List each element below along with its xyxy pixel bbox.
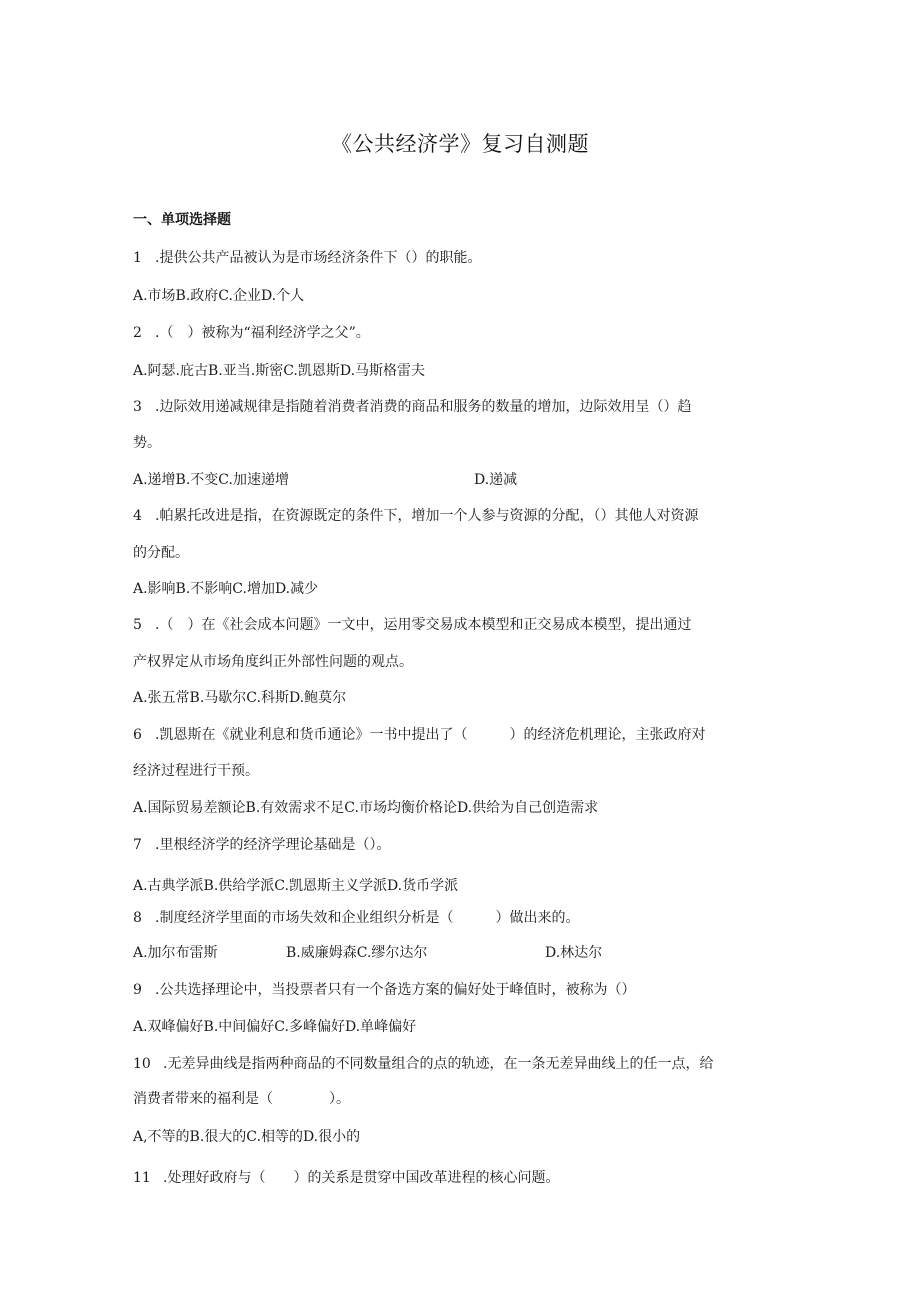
- options-a-c: A.递增B.不变C.加速递增: [133, 472, 289, 488]
- question-number: 2: [133, 325, 142, 341]
- question-8-options-b-c: B.威廉姆森C.缪尔达尔: [286, 945, 428, 961]
- question-1-options: A.市场B.政府C.企业D.个人: [133, 288, 305, 304]
- question-9: [133, 979, 635, 999]
- question-number: 11: [133, 1170, 151, 1186]
- question-2: [133, 322, 370, 342]
- question-text: .边际效用递减规律是指随着消费者消费的商品和服务的数量的增加，边际效用呈（）趋: [155, 399, 692, 415]
- question-number: 6: [133, 727, 142, 743]
- question-5: [133, 614, 691, 634]
- question-number: 9: [133, 982, 142, 998]
- question-5-options: A.张五常B.马歇尔C.科斯D.鲍莫尔: [133, 690, 347, 706]
- question-number: 5: [133, 617, 142, 633]
- question-3-options: [133, 469, 289, 489]
- question-text: .处理好政府与（ ）的关系是贯穿中国改革进程的核心问题。: [163, 1170, 560, 1186]
- section-heading: 一、单项选择题: [133, 212, 231, 228]
- question-text: .（ ）被称为“福利经济学之父”。: [155, 325, 370, 341]
- question-5-continued: 产权界定从市场角度纠正外部性问题的观点。: [133, 654, 413, 670]
- question-7: [133, 834, 390, 854]
- question-4: [133, 505, 698, 525]
- question-number: 8: [133, 910, 142, 926]
- question-8-option-d: D.林达尔: [545, 945, 603, 961]
- question-text: .提供公共产品被认为是市场经济条件下（）的职能。: [155, 250, 482, 266]
- question-number: 10: [133, 1056, 151, 1072]
- question-3-continued: 势。: [133, 435, 161, 451]
- question-number: 7: [133, 837, 142, 853]
- question-number: 4: [133, 508, 142, 524]
- question-6-options: A.国际贸易差额论B.有效需求不足C.市场均衡价格论D.供给为自己创造需求: [133, 800, 599, 816]
- question-number: 3: [133, 399, 142, 415]
- question-10: [133, 1053, 713, 1073]
- page-title: 《公共经济学》复习自测题: [331, 132, 589, 156]
- question-3-option-d: D.递减: [474, 472, 518, 488]
- question-8: [133, 907, 579, 927]
- question-number: 1: [133, 250, 142, 266]
- question-11: [133, 1167, 559, 1187]
- question-9-options: A.双峰偏好B.中间偏好C.多峰偏好D.单峰偏好: [133, 1019, 417, 1035]
- question-text: .里根经济学的经济学理论基础是（）。: [155, 837, 391, 853]
- question-7-options: A.古典学派B.供给学派C.凯恩斯主义学派D.货币学派: [133, 878, 459, 894]
- question-text: .帕累托改进是指，在资源既定的条件下，增加一个人参与资源的分配，（）其他人对资源: [155, 508, 699, 524]
- question-6: [133, 724, 705, 744]
- question-8-option-a: A.加尔布雷斯: [133, 945, 218, 961]
- question-6-continued: 经济过程进行干预。: [133, 763, 259, 779]
- question-text: .凯恩斯在《就业利息和货币通论》一书中提出了（ ）的经济危机理论，主张政府对: [155, 727, 706, 743]
- question-text: .公共选择理论中，当投票者只有一个备选方案的偏好处于峰值时，被称为（）: [155, 982, 636, 998]
- question-4-continued: 的分配。: [133, 545, 189, 561]
- question-2-options: A.阿瑟.庇古B.亚当.斯密C.凯恩斯D.马斯格雷夫: [133, 363, 426, 379]
- question-4-options: A.影响B.不影响C.增加D.减少: [133, 581, 319, 597]
- question-text: .制度经济学里面的市场失效和企业组织分析是（ ）做出来的。: [155, 910, 580, 926]
- question-10-continued: 消费者带来的福利是（ ）。: [133, 1091, 350, 1107]
- question-text: .（ ）在《社会成本问题》一文中，运用零交易成本模型和正交易成本模型，提出通过: [155, 617, 692, 633]
- question-3: [133, 396, 691, 416]
- question-1: [133, 247, 481, 267]
- question-10-options: A,不等的B.很大的C.相等的D.很小的: [133, 1129, 361, 1145]
- question-text: .无差异曲线是指两种商品的不同数量组合的点的轨迹，在一条无差异曲线上的任一点，给: [163, 1056, 714, 1072]
